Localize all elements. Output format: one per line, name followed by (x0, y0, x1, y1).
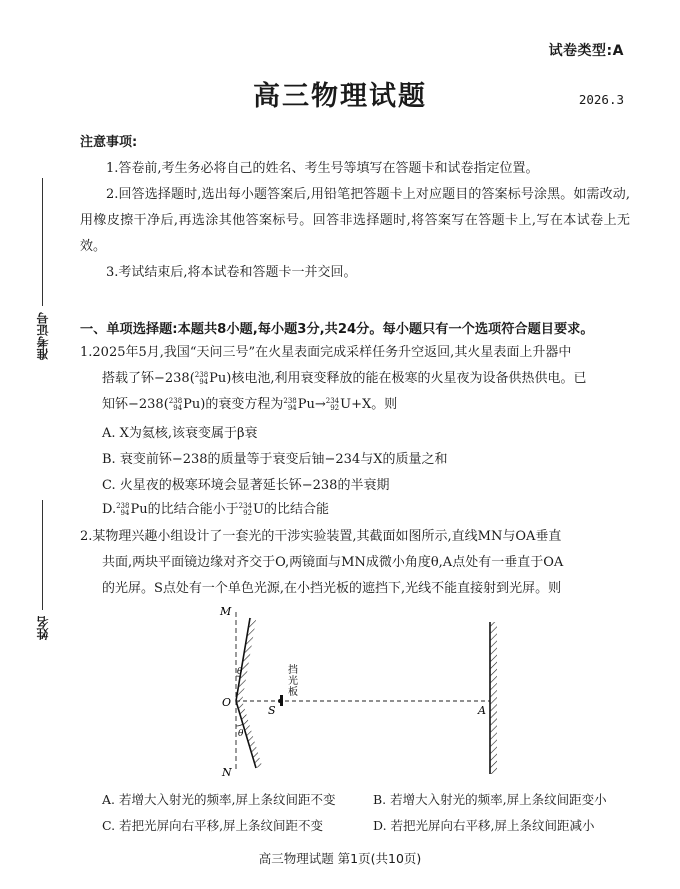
page-title: 高三物理试题 (253, 81, 427, 112)
notice-heading: 注意事项: (80, 135, 138, 150)
q1-option-d[interactable]: D. 238 94 Pu的比结合能小于 234 92 U的比结合能 (102, 501, 329, 517)
q2-option-b[interactable]: B. 若增大入射光的频率,屏上条纹间距变小 (373, 792, 607, 807)
nuclide-pu: 238 94 Pu (194, 370, 227, 386)
nuclide-pu: 238 94 Pu (116, 501, 148, 517)
q2-text-3: 的光屏。S点处有一个单色光源,在小挡光板的遮挡下,光线不能直接射到光屏。则 (102, 581, 562, 596)
q2-option-d[interactable]: D. 若把光屏向右平移,屏上条纹间距减小 (373, 818, 595, 833)
theta-lower: θ (238, 729, 244, 739)
screen-hatch (490, 622, 497, 774)
paper-type: 试卷类型:A (548, 43, 624, 59)
q1-option-c[interactable]: C. 火星夜的极寒环境会显著延长钚−238的半衰期 (102, 478, 390, 493)
notice-item-3: 3.考试结束后,将本试卷和答题卡一并交回。 (106, 265, 357, 280)
q2-option-c[interactable]: C. 若把光屏向右平移,屏上条纹间距不变 (102, 818, 324, 833)
nuclide-pu: 238 94 Pu (283, 396, 315, 412)
q1-line3 (80, 392, 657, 418)
label-a: A (478, 704, 486, 717)
q2-option-a[interactable]: A. 若增大入射光的频率,屏上条纹间距不变 (102, 792, 336, 807)
q1-line3-text-a: 知钚−238( (102, 397, 169, 412)
exam-no-line (42, 178, 43, 306)
name-line (42, 500, 43, 610)
q1-line2-text-b: )核电池,利用衰变释放的能在极寒的火星夜为设备供热供电。已 (226, 371, 587, 386)
nuclide-u: 234 92 U (238, 501, 264, 517)
baffle-label: 挡光板 (288, 665, 298, 698)
notice-item-1: 1.答卷前,考生务必将自己的姓名、考生号等填写在答题卡和试卷指定位置。 (106, 161, 539, 176)
q1-line1: 1.2025年5月,我国“天问三号”在火星表面完成采样任务升空返回,其火星表面上升器中 (80, 345, 572, 360)
label-n: N (222, 766, 232, 779)
notice-item-2: 2.回答选择题时,选出每小题答案后,用铅笔把答题卡上对应题目的答案标号涂黑。如需改动,用橡皮擦干净后,再选涂其他答案标号。回答非选择题时,将答案写在答题卡上,写在本试卷上无效。 (80, 187, 630, 254)
q2-text-2: 共面,两块平面镜边缘对齐交于O,两镜面与MN成微小角度θ,A点处有一垂直于OA (102, 555, 564, 570)
exam-date: 2026.3 (578, 92, 624, 107)
theta-upper: θ (237, 667, 243, 677)
exam-no-label: 准考证号 (36, 312, 50, 360)
q1-option-a[interactable]: A. X为氦核,该衰变属于β衰 (102, 426, 258, 441)
label-o: O (222, 696, 232, 709)
section-heading: 一、单项选择题:本题共8小题,每小题3分,共24分。每小题只有一个选项符合题目要求。 (80, 322, 594, 337)
name-label: 姓名 (36, 616, 50, 640)
nuclide-u: 234 92 U (325, 396, 352, 412)
q1-line2 (80, 366, 657, 392)
q1-line3-text-c: +X。则 (351, 397, 398, 412)
label-s: S (268, 704, 276, 717)
nuclide-pu: 238 94 Pu (168, 396, 201, 412)
q2-text-1: 2.某物理兴趣小组设计了一套光的干涉实验装置,其截面如图所示,直线MN与OA垂直 (80, 529, 562, 544)
q1-option-b[interactable]: B. 衰变前钚−238的质量等于衰变后铀−234与X的质量之和 (102, 452, 448, 467)
baffle-icon (280, 695, 283, 706)
q1-line3-text-b: )的衰变方程为 (200, 397, 284, 412)
decay-arrow: → (314, 397, 326, 412)
upper-mirror-hatch (236, 618, 256, 702)
page-footer: 高三物理试题 第1页(共10页) (258, 851, 422, 866)
interference-diagram (200, 598, 520, 783)
theta-arc-lower (236, 724, 243, 726)
label-m: M (220, 605, 232, 618)
q1-line2-text-a: 搭载了钚−238( (102, 371, 195, 386)
